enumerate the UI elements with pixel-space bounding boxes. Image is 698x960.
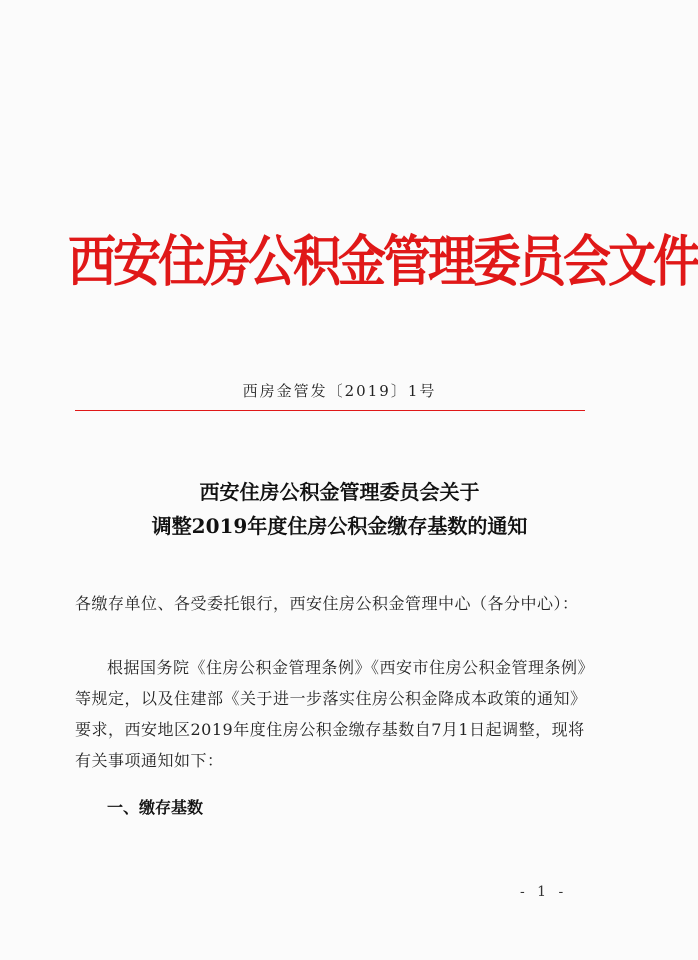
section-heading-1: 一、缴存基数 (107, 798, 204, 817)
document-number: 西房金管发〔2019〕1号 (242, 382, 437, 400)
red-divider-line (75, 410, 585, 411)
body-paragraph-1: 根据国务院《住房公积金管理条例》《西安市住房公积金管理条例》等规定，以及住建部《关于进一步落实住房公积金降成本政策的通知》要求，西安地区2019年度住房公积金缴存基数自7月1日起调整，现将有关事项通知如下： (75, 658, 595, 770)
notice-title (0, 475, 679, 543)
salutation-paragraph: 各缴存单位、各受委托银行，西安住房公积金管理中心（各分中心）： (75, 594, 579, 613)
notice-title-line-1: 西安住房公积金管理委员会关于 (199, 480, 480, 504)
document-header-title: 西安住房公积金管理委员会文件 (68, 229, 698, 295)
page-number: - 1 - (520, 884, 568, 900)
notice-title-line-2: 调整2019年度住房公积金缴存基数的通知 (151, 514, 528, 538)
